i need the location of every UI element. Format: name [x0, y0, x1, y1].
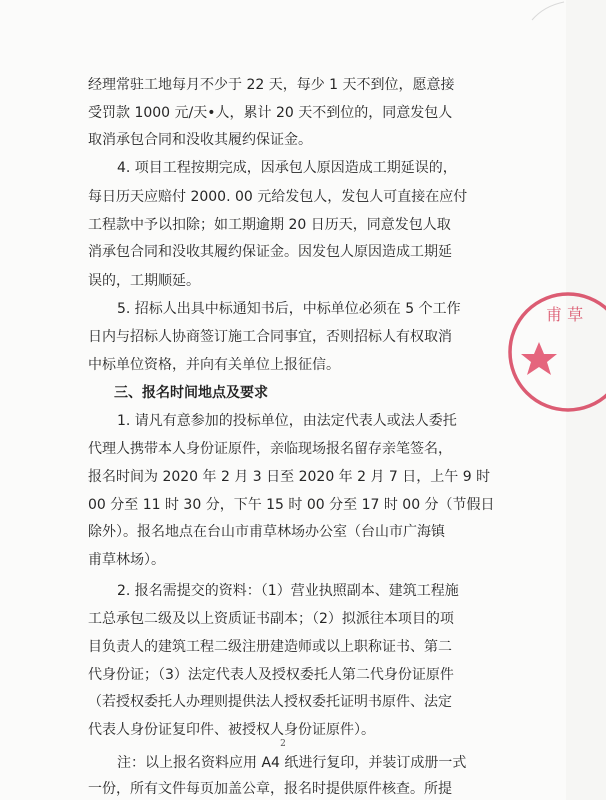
text-line: 代表人身份证复印件、被授权人身份证原件）。 [88, 722, 375, 738]
text-line: 报名时间为 2020 年 2 月 3 日至 2020 年 2 月 7 日，上午 9 时 [88, 469, 491, 485]
text-line: 甫草林场）。 [88, 552, 165, 568]
text-line: 取消承包合同和没收其履约保证金。 [88, 132, 312, 148]
text-line: 除外）。报名地点在台山市甫草林场办公室（台山市广海镇 [88, 524, 445, 540]
seal-star-icon [521, 342, 557, 375]
text-line: 2. 报名需提交的资料：（1）营业执照副本、建筑工程施 [117, 583, 459, 599]
text-line: 误的，工期顺延。 [88, 273, 200, 289]
text-line: 5. 招标人出具中标通知书后，中标单位必须在 5 个工作 [117, 301, 461, 317]
text-line: 每日历天应赔付 2000. 00 元给发包人，发包人可直接在应付 [88, 189, 468, 205]
text-line: 4. 项目工程按期完成，因承包人原因造成工期延误的， [117, 160, 457, 176]
official-seal-stamp [506, 290, 606, 415]
text-line: 中标单位资格，并向有关单位上报征信。 [88, 357, 340, 373]
page-corner-mark [530, 0, 566, 22]
text-line: 00 分至 11 时 30 分，下午 15 时 00 分至 17 时 00 分（节假日 [88, 497, 495, 513]
text-line: 代理人携带本人身份证原件，亲临现场报名留存亲笔签名， [88, 441, 452, 457]
text-line: （若授权委托人办理则提供法人授权委托证明书原件、法定 [88, 694, 452, 710]
text-line: 一份，所有文件每页加盖公章，报名时提供原件核查。所提 [88, 781, 452, 797]
text-line: 经理常驻工地每月不少于 22 天，每少 1 天不到位，愿意接 [88, 77, 455, 93]
seal-text: 甫 草 [546, 305, 584, 324]
text-line: 工总承包二级及以上资质证书副本；（2）拟派往本项目的项 [88, 611, 454, 627]
page-number: 2 [280, 739, 286, 749]
text-line: 注：以上报名资料应用 A4 纸进行复印，并装订成册一式 [117, 755, 467, 771]
text-line: 日内与招标人协商签订施工合同事宜，否则招标人有权取消 [88, 329, 452, 345]
text-line: 代身份证；（3）法定代表人及授权委托人第二代身份证原件 [88, 667, 454, 683]
text-line: 受罚款 1000 元/天•人，累计 20 天不到位的，同意发包人 [88, 105, 453, 121]
text-line: 目负责人的建筑工程二级注册建造师或以上职称证书、第二 [88, 639, 452, 655]
text-line: 1. 请凡有意参加的投标单位，由法定代表人或法人委托 [117, 413, 457, 429]
text-line: 工程款中予以扣除；如工期逾期 20 日历天，同意发包人取 [88, 217, 451, 233]
section-heading: 三、报名时间地点及要求 [114, 385, 268, 401]
text-line: 消承包合同和没收其履约保证金。因发包人原因造成工期延 [88, 244, 452, 260]
